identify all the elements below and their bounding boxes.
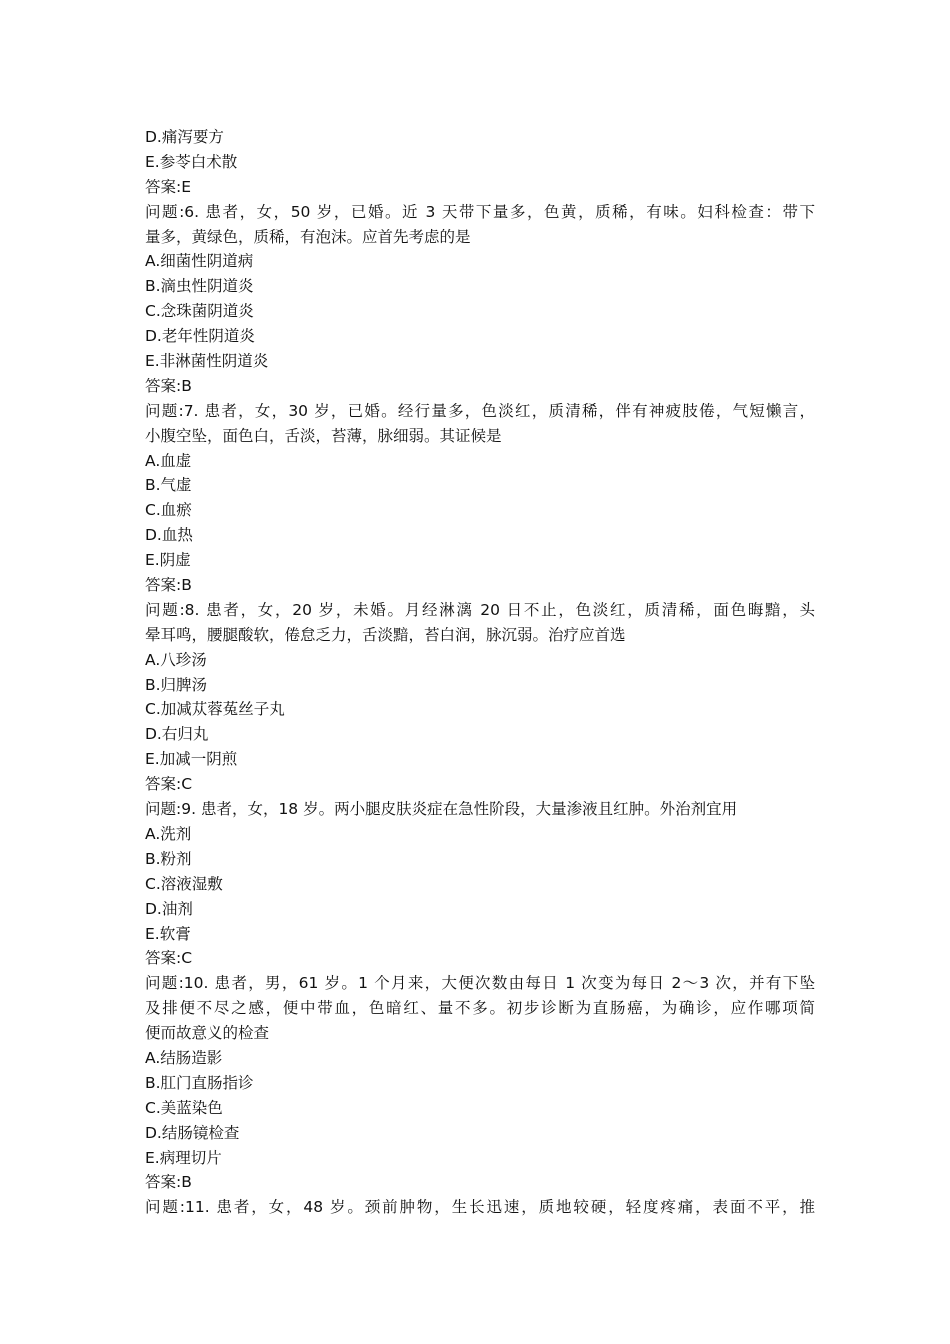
question-line: 问题:11. 患者，女，48 岁。颈前肿物，生长迅速，质地较硬，轻度疼痛，表面不平，推 [145,1198,815,1217]
option-line: B.气虚 [145,476,192,495]
option-line: B.滴虫性阴道炎 [145,277,254,296]
question-line: 问题:8. 患者，女，20 岁，未婚。月经淋漓 20 日不止，色淡红，质清稀，面色晦黯，头 [145,600,815,619]
answer-line: 答案:C [145,949,193,968]
answer-line: 答案:B [145,576,192,595]
answer-line: 答案:B [145,1173,192,1192]
option-line: D.右归丸 [145,725,209,744]
option-line: E.阴虚 [145,551,191,570]
answer-line: 答案:E [145,177,192,196]
option-line: C.美蓝染色 [145,1098,223,1117]
question-line: 问题:10. 患者，男，61 岁。1 个月来，大便次数由每日 1 次变为每日 2～3 次，并有下坠 [145,974,815,993]
option-line: E.病理切片 [145,1148,222,1167]
option-line: C.溶液湿敷 [145,874,223,893]
text-line: D.痛泻要方 [145,128,224,146]
document-page [145,125,815,1220]
option-line: E.加减一阴煎 [145,750,238,769]
text-line: E.参苓白术散 [145,152,238,171]
option-line: B.肛门直肠指诊 [145,1073,254,1092]
question-line: 量多，黄绿色，质稀，有泡沫。应首先考虑的是 [145,227,471,246]
option-line: D.结肠镜检查 [145,1123,240,1142]
question-line: 便而故意义的检查 [145,1024,270,1043]
option-line: A.八珍汤 [145,650,207,669]
question-line: 问题:6. 患者，女，50 岁，已婚。近 3 天带下量多，色黄，质稀，有味。妇科检查：带下 [145,202,815,221]
option-line: D.老年性阴道炎 [145,327,255,346]
option-line: B.归脾汤 [145,675,208,694]
option-line: B.粉剂 [145,849,192,868]
option-line: A.结肠造影 [145,1048,223,1067]
question-line: 小腹空坠，面色白，舌淡，苔薄，脉细弱。其证候是 [145,426,502,445]
option-line: E.软膏 [145,924,191,943]
option-line: A.细菌性阴道病 [145,252,254,271]
answer-line: 答案:C [145,775,193,794]
option-line: A.血虚 [145,451,192,470]
question-line: 及排便不尽之感，便中带血，色暗红、量不多。初步诊断为直肠癌，为确诊，应作哪项简 [145,999,815,1018]
option-line: C.血瘀 [145,501,192,520]
question-line: 晕耳鸣，腰腿酸软，倦怠乏力，舌淡黯，苔白润，脉沉弱。治疗应首选 [145,625,626,644]
option-line: D.油剂 [145,899,193,918]
answer-line: 答案:B [145,376,192,395]
question-line: 问题:7. 患者，女，30 岁，已婚。经行量多，色淡红，质清稀，伴有神疲肢倦，气短懒言， [145,401,815,420]
option-line: C.念珠菌阴道炎 [145,302,254,321]
option-line: C.加减苁蓉菟丝子丸 [145,700,285,719]
question-line: 问题:9. 患者，女，18 岁。两小腿皮肤炎症在急性阶段，大量渗液且红肿。外治剂宜用 [145,800,738,819]
option-line: A.洗剂 [145,824,192,843]
option-line: D.血热 [145,526,193,545]
option-line: E.非淋菌性阴道炎 [145,352,269,371]
